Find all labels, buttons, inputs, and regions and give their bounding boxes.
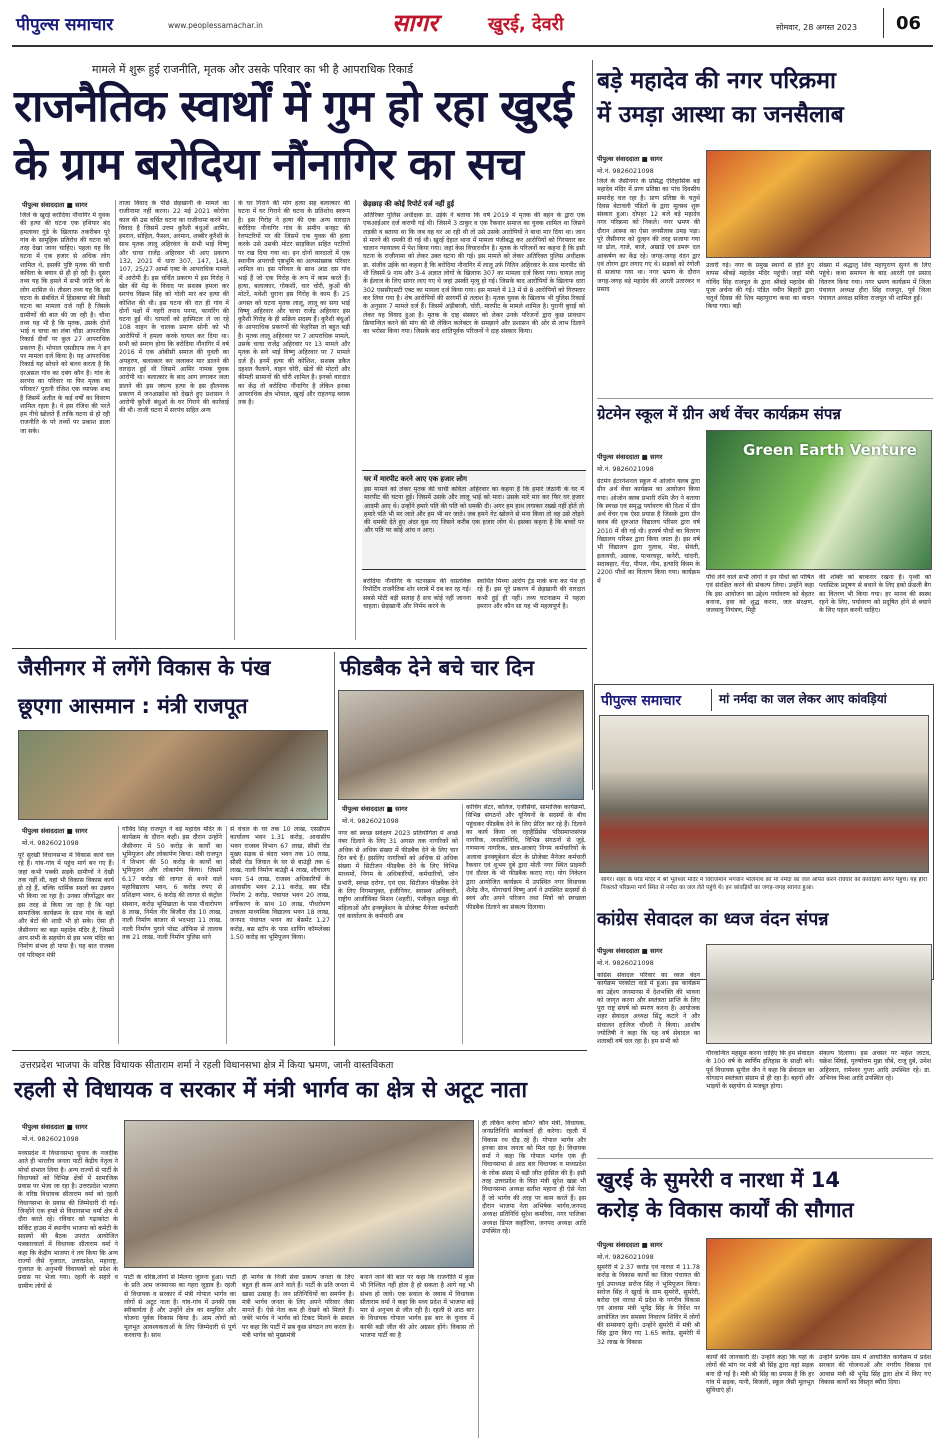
lead-column-2: ताजा विवाद के पीछे छेड़खानी के मामले का राजीनामा नहीं करना। 22 मई 2021 कोरोना काल की उस चर्चित घटना का राजीनामा करने का विवाद है जिसमें उत्तम कुरैशी बंधुओं आमिर, इमरान, सोहिल, फैसल, अरमान, शब्बीर कुरैशी के साथ मृतक लालू अहिरवार के सभी भाई विष्णु और चाचा राजेंद्र अहिरवार भी आए प्रकरण 132, 2021 में धारा 307, 147, 148, 107, 25/27 आर्म्स एक्ट के आपराधिक मामले में आरोपी हैं। इस चर्चित प्रकरण में इस गिरोह ने खेत की मेढ़ के विवाद पर सशस्त्र हमला कर सरपंच विक्रम सिंह को गोली मार कर हत्या की कोशिश की थी। इस घटना की रात ही गांव में दोनों पक्षों में गहरी तनाव पनपा, फायरिंग की घटना हुई थी। घायलों को हास्पिटल ले जा रहे 108 वाहन के चालक प्रमाण सोनी को भी आरोपियों ने हमला करके घायल कर दिया था। सभी को स्मरण होगा कि बरोदिया नौंनागिर में वर्ष 2016 में एक ओबीसी समाज की युवती का अपहरण, बलात्कार कर जलाकर मार डालने की वारदात हुई थी जिसमें आमिर नामक युवक आरोपी था। बलात्कार के बाद आग लगाकर जला डालने की इस जघन्य हत्या के इस हौलनाक प्रकरण में जनआक्रोश को देखते हुए प्रशासन ने आरोपी कुरैशी बंधुओं के घर गिराने की कार्रवाई की थी। ताजी घटना में सरपंच सहित अन्य — [119, 200, 229, 415]
congress-text: कांग्रेस सेवादल परिवार का ध्वज वंदन कार्यक्रम परकोटा वार्ड में हुआ। इस कार्यक्रम का उद्देश्य जनमानस में देशभक्ति की भावना को जागृत करना और स्वतंत्रता प्राप्ति के लिए पूरा राष्ट्र संघर्ष को स्मरण करना है। आयोजक शहर सेवादल अध्यक्ष सिंटू कटारे ने और संचालन हाजिज चौधरी ने किया। आशीष ज्योतिषी ने कहा कि यह वर्ष सेवादल का शताब्दी वर्ष चल रहा है। हम सभी को — [597, 972, 700, 1046]
section-places: खुरई, देवरी — [488, 14, 564, 35]
page-number: 06 — [896, 13, 922, 34]
congress-headline: कांग्रेस सेवादल का ध्वज वंदन संपन्न — [597, 909, 829, 930]
sumreri-text-2: कार्यों की जानकारी दी। उन्होंने कहा कि यहां के लोगों की मांग पर मंत्री श्री सिंह द्वारा यहां सड़क बना दी गई है। मंत्री श्री सिंह का प्रयास है कि हर गांव में सड़क, पानी, बिजली, स्कूल जैसी मूलभूत सुविधाएं हों। — [706, 1354, 814, 1395]
mahadev-text: जिले के जैसीनगर के प्रसिद्ध ऐतिहासिक बड़े महादेव मंदिर में प्राण प्रतिष्ठा का पांच दिवसीय समारोह चल रहा है। प्राण प्रतिष्ठा के चतुर्थ दिवस बेटावली पंडितों के द्वारा मूलस्थ शुरू संस्कार हुआ। दोपहर 12 बजे बड़े महादेव नगर परिक्रमा को निकले। नगर भ्रमण की दौरान आस्था का ऐसा जनसैलाब उमड़ पड़ा। पूरे जैसीनगर को दुल्हन की तरह सजाया गया था ढोल, गाजे, बाजे, अखाड़े एवं डमरू दल आकर्षण का केंद्र रहे। जगह-जगह वंदन द्वार एवं तोरण द्वार लगाए गए थे। सड़कों को रंगोली से सजाया गया था। नगर भ्रमण के दौरान जगह-जगह बड़े महादेव की आरती उतारकर व प्रसाद — [597, 178, 700, 293]
lead-box2-title: घर में मारपीट करने आए एक हजार लोग — [364, 475, 467, 483]
congress-byline: पीपुल्स संवाददाता ■ सागर — [597, 947, 663, 955]
jaisinagar-headline-line1: जैसीनगर में लगेंगे विकास के पंख — [18, 656, 271, 680]
rehli-mobile: मो.नं. 9826021098 — [22, 1135, 79, 1143]
kanwar-photo — [599, 715, 929, 873]
section-title: सागर — [392, 9, 438, 37]
mahadev-text-3: संख्या में श्रद्धालु शिव महापुराण सुनने के लिए पहुंचे। कथा समापन के बाद आरती एवं प्रसाद वितरण किया गया। नगर भ्रमण कार्यक्रम में जिला पंचायत अध्यक्ष हीरा सिंह राजपूत, पूर्व जिला पंचायत अध्यक्ष सविता राजपूत भी शामिल हुईं। — [819, 262, 931, 303]
congress-photo — [706, 944, 932, 1044]
website-link[interactable]: www.peoplessamachar.in — [168, 21, 263, 30]
rehli-headline: रहली से विधायक व सरकार में मंत्री भार्गव का क्षेत्र से अटूट नाता — [14, 1078, 528, 1103]
jaisinagar-photo — [18, 730, 328, 820]
sumreri-photo — [706, 1238, 932, 1350]
feedback-headline: फीडबैक देने बचे चार दिन — [340, 656, 534, 680]
kanwar-caption: सागर। शहर के परेड मंदिर में श्री भूतेश्वर मंदिर में विराजमान भगवान भोलेनाथ को मां नर्मदा का जल अर्पित करने रविवार को कांवड़िया सागर पहुंचे। यह हीरा निकलते परिक्रमा मार्ग स्थित से नर्मदा का जल लेते पहुंचे थे। इन कांवड़ियों का जगह-जगह स्वागत हुआ। — [601, 877, 927, 891]
greenman-headline: ग्रेटमेन स्कूल में ग्रीन अर्थ वेंचर कार्यक्रम संपन्न — [597, 405, 841, 423]
rehli-text: मध्यप्रदेश में विधानसभा चुनाव के नजदीक आते ही भारतीय जनता पार्टी केंद्रीय नेतृत्व ने मोर्चा संभाल लिया है। अन्य राज्यों से पार्टी के विधायकों को विभिन्न क्षेत्रों में सामाजिक प्रवास पर भेजा जा रहा है। उत्तरप्रदेश भाजपा के वरिष्ठ विधायक सीताराम वर्मा को रहली विधानसभा के प्रवास की जिम्मेदारी दी गई। जिन्होंने एक हफ्ते से विधानसभा वर्मा क्षेत्र में दौरा करते रहे। रविवार को गढ़ाकोटा के सर्किट हाउस में स्थानीय भाजपा को कमेटी के सदस्यों की बैठक उपरांत आयोजित पत्रकारवार्ता में विधायक सीताराम वर्मा ने कहा कि केंद्रीय भाजपा ने तय किया कि अन्य राज्यों जैसे गुजरात, उत्तरप्रदेश, महाराष्ट्र, गुजरात के अनुभवी विधायकों को प्रदेश के प्रवास पर भेजा गया। रहली के सहारे व ग्रामीण लोगों से — [18, 1150, 118, 1290]
sumreri-text-3: उन्होंने प्रत्येक ग्राम में आयोजित कार्यक्रम में प्रदेश सरकार की योजनाओं और नगरीय विकास एवं आवास मंत्री श्री भूपेंद्र सिंह द्वारा क्षेत्र में किए गए विकास कार्यों का विस्तृत ब्यौरा दिया। — [819, 1354, 931, 1386]
lead-box2-text: इस मामले को लेकर मृतक की चाची कविता अहिरवार का कहना है कि हमारे जेठानी के घर में मारपीट की घटना हुई। जिसमें उसके और लालू भाई को मारा। उसके मारे मार कर फिर घर हजार आदमी आए थे। उन्होंने हमारे पति की पति को धमकी दी। अगर हम हाथ लगाकर रख्खे नहीं होते तो हमारे पति भी मर जाते और हम भी मर जाते। जब हमने गेट खोलने से मना किया तो वह उसे तोड़ने की धमकी देते हुए अंदर घुस गए जिसने करीब एक हजार लोग थे। इसका कहना है कि बच्चों पर और पति पर कोई आंच न आए। — [364, 486, 584, 535]
mahadev-mobile: मो.नं. 9826021098 — [597, 167, 654, 175]
greenman-text-3: की शक्ति को बरकरार रखना है। पृथ्वी को प्लास्टिक प्रदूषण से बचाने के लिए इको फ्रेंडली बैग का वितरण भी किया गया। हर मानव की स्वस्थ रहने के लिए, पर्यावरण को प्रदूषित होने से बचाने के लिए पहल करनी चाहिए। — [819, 574, 931, 615]
greenman-text-2: पौधे लेने वाले सभी लोगों ने इन पौधों को पोषित एवं संरक्षित करने की संकल्प लिया। उन्होंने कहा कि इस आयोजन का उद्देश्य पर्यावरण को बेहतर बनाना, हवा को शुद्ध करना, जल संरक्षण, जलवायु नियंत्रण, मिट्टी — [706, 574, 814, 615]
mahadev-text-2: उतारी गई। नगर के प्रमुख स्थानों से होते हुए वापस श्रीबड़े महादेव मंदिर पहुंची। जहां मंत्री गोविंद सिंह राजपूत के द्वारा श्रीबड़े महादेव की पूजा अर्चना की गई। पंडित नवीन बिहारी द्वारा चतुर्थ दिवस की शिव महापुराण कथा का वाचन किया गया। बड़ी — [706, 262, 814, 311]
congress-text-2: गौरवान्वित महसूस करना चाहिए कि हम सेवादल के 100 वर्ष के स्वर्णिम इतिहास के साक्षी बने। पूर्व विधायक सुनील जैन ने कहा कि सेवादल का योगदान स्वतंत्रता संग्राम से ही रहा है। बहनों और भाइयों के सहयोग से मजबूत होगा। — [706, 1050, 814, 1091]
mahadev-headline-line1: बड़े महादेव की नगर परिक्रमा — [597, 68, 836, 94]
congress-text-3: संकल्प दिलाया। इस अवसर पर महेश जाटव, चक्रेश सिंघई, पुरुषोत्तम मुन्ना चौबे, राजू दुबे, उमेश अहिरवार, रामेश्वर गुप्ता आदि उपस्थित रहे। डा. अभिनव मिश्रा आदि उपस्थित रहे। — [819, 1050, 931, 1082]
congress-mobile: मो.नं. 9826021098 — [597, 959, 654, 967]
sumreri-byline: पीपुल्स संवाददाता ■ सागर — [597, 1241, 663, 1249]
mahadev-photo — [706, 150, 931, 258]
kanwar-brand: पीपुल्स समाचार — [601, 693, 682, 709]
rehli-text-4: बनाने जाने की बात पर कहा कि राजनीति में कुछ भी निश्चित नहीं होता है हो सकता है आगे यह भी संभव हो जाये। एक सवाल के जवाब में विधायक सीताराम वर्मा ने कहा कि मध्य प्रदेश में भाजपा बड़े मार से अनुभव से जीत रही है। रहली से आठ बार के विधायक गोपाल भार्गव इस बार के चुनाव में काफी बड़ी जीत की ओर अग्रसर होंगे। विकास तो भाजपा पार्टी का है — [360, 1274, 474, 1340]
masthead — [0, 0, 945, 44]
lead-box2 — [362, 470, 586, 570]
lead-column-5: बरोदिया नौंनागिर के घटनाक्रम की वास्तविक रिपोर्टिंग राजनैतिक शोर शराबे में दब कर रह गई। सबसे मोटी बड़ी सलाह है सच कोई नहीं जानना चाहता। छेड़खानी और निर्मम करने के — [363, 578, 471, 610]
sumreri-headline-line2: करोड़ के विकास कार्यों की सौगात — [597, 1198, 854, 1222]
lead-column-3: के घर गिराने की मांग हत्या सह बलात्कार की घटना में घर गिराने की घटना के प्रतिशोध स्वरूप है। इस गिरोह ने हत्या की एक अन्य वारदात बरोदिया नौनागिर गांव के समीप बनहट की रेलपटरियों पर की जिसमें एक युवक की हत्या करके उसे उसकी मोटर साइकिल सहित पटरियों पर रख दिया गया था। इन दोनों वारदातों में एक स्थानीय अपराधी पृष्ठभूमि का अल्पसंख्यक परिवार शामिल था। इस परिवार के साथ आठ दस गांव भाई हैं जो एक गिरोह के रूप में काम करते हैं। हत्या, बलात्कार, गोकशी, चार चोरी, कुओं की मोटरें, मवेशी चुराना इस गिरोह के काम हैं। 25 अगस्त को घटना मृतक लालू, लालू का सगा भाई विष्णु अहिरवार और चाचा राजेंद्र अहिरवार इस कुरैशी गिरोह के ही सक्रिय सदस्य हैं। कुरैशी बंधुओं के आपराधिक प्रकरणों की फेहरिस्त तो बहुत बड़ी है। मृतक लालू अहिरवार पर 7 आपराधिक मामले, उसके चाचा राजेंद्र अहिरवार पर 13 मामले और मृतक के सगे भाई विष्णु अहिरवार पर 7 मामले दर्ज हैं। इनमें हत्या की कोशिश, सशस्त्र डकैत दहशत फैलाने, वाहन चोरी, खेतों की मोटरों और कीमती सामानों की चोरी शामिल है। इनको वारदात का केंद्र तो बरोदिया नौंनागिर है लेकिन इनका आपराधिक क्षेत्र भोपाल, खुरई और राहतगढ़ ब्लाक तक है। — [238, 200, 350, 407]
lead-column-6: स्वार्थित मिथ्या आरोप ट्रेंड मार्क बना कर पेश हो रहे हैं। इस पूरे प्रकरण में छेड़खानी की वारदात कभी हुई ही नहीं। तथ्य घटनाक्रम में पहला इमरान और कौन सा यह भी महत्वपूर्ण है। — [477, 578, 585, 610]
jaisinagar-text-2: गोविंद सिंह राजपूत ने बड़े महादेव मंदिर के कार्यक्रम के दौरान कही। इस दौरान उन्होंने जैसीनगर में 50 करोड़ के कार्यों का भूमिपूजन और लोकार्पण किया। मंत्री राजपूत ने विभाग की 50 करोड़ के कार्यों का भूमिपूजन और लोकार्पण किया। जिसमें 6.17 करोड़ की लागत से बनने वाले महाविद्यालय भवन, 6 करोड़ रुपए से प्रशिक्षण भवन, 6 करोड़ की लागत से कंट्रोल संस्थान, करोड़ भूमिखाता के पास पौधारोपण 8 लाख, निर्मल नीर बिजौरा रोड 10 लाख, नाली निर्माण बाजार से भदभदा 11 लाख, नाली निर्माण पुराने पोस्ट ऑफिस से तालाब तक 21 लाख, नाली निर्माण पुलिस थाने — [122, 826, 222, 941]
mahadev-byline: पीपुल्स संवाददाता ■ सागर — [597, 155, 663, 163]
rehli-text-5: ही लेकिन करेगा कौन? कौन मंत्री, विधायक, जनप्रतिनिधि कार्यकर्ता ही करेगा। रहली में विकास रथ दौड़ रहे हैं। गोपाल भार्गव और इनका साथ जनता को मिल रहा है। विधायक वर्मा ने कहा कि गोपाल भार्गव एक ही विधानसभा से आठ बार विधायक व मध्यप्रदेश के लोक संसद में बड़ी जीत हासिल की है। इसी तरह उत्तरप्रदेश के विदा मंत्री सुरेश खन्ना भी विधानसभा अध्यक्ष सतीश महाना ही ऐसे नेता हैं जो भार्गव की तरह पर काम करते हैं। इस दौरान भाजपा नेता अभिषेक भार्गव,जनपद अध्यक्ष प्रतिनिधि सुरेश कमरिया, नगर पालिका अध्यक्ष डिंपल कहाॅरिया, जनपद अध्यक्ष आदि उपस्थित रहे। — [482, 1120, 586, 1235]
kanwar-box — [594, 684, 934, 980]
lead-column-1: जिले के खुरई बरोदिया नौंनागिर में युवक की हत्या की घटना एक हथियार बंद हमलावर गुंडे के खिलाफ तकरीबन पूरे गांव के सामूहिक प्रतिरोध की घटना को तरह देखा जाना चाहिए। पहला यह कि घटना में एक हजार से अधिक लोग शामिल थे, इसकी पुष्टि मृतक की चाची कविता के बयान से ही हो रही है। दूसरा तथ्य यह कि हमले में सभी जाति वर्ग के लोग शामिल थे। तीसरा तथ्य यह कि इस घटना के संबंधित में हिंडाबाघा की किसी घटना का मामला दर्ज नहीं है जिसके ग्रामीणों की बात की जा रही है। चौथा तथ्य यह भी है कि मृतक, उसके दोनों भाई व चाचा का लंबा चौड़ा आपराधिक रिकार्ड दीवाँ पर कुल 27 आपराधिक प्रकरण हैं। भोपाल एसडीएफ तक ने इन पर मामला दर्ज किया है। यह आपराधिक रिकार्ड यह सोचने को बाध्य करता है कि दरअसल गांव का दबंग कौन है। गांव के सरपंच का परिवार या फिर मृतक का परिवार? पुरानी रंजिश एक व्यापक शब्द है जिसमें अतीत के कई वर्षों का विवरण शामिल रहता है। ये इस रंजिश की परतें हम नीचे खोलते हैं ताकि घटना से हो रही राजनीति के परे तथ्यों पर प्रकाश डाला जा सके। — [20, 212, 110, 435]
rehli-byline: पीपुल्स संवाददाता ■ सागर — [22, 1123, 88, 1131]
mahadev-headline-line2: में उमड़ा आस्था का जनसैलाब — [597, 102, 844, 128]
lead-byline: पीपुल्स संवाददाता ■ सागर — [22, 201, 88, 209]
rehli-photo — [124, 1120, 474, 1268]
jaisinagar-byline: पीपुल्स संवाददाता ■ सागर — [22, 827, 88, 835]
greenman-byline: पीपुल्स संवाददाता ■ सागर — [597, 453, 663, 461]
lead-headline-line2: के ग्राम बरोदिया नौंनागिर का सच — [14, 139, 523, 190]
lead-box1-text: अतिरिक्त पुलिस अधीक्षक डा. उईके ने बताया कि वर्ष 2019 में मृतक की बहन के द्वारा एक एफआईआर दर्ज करायी गई थी। जिसमें 3 ठाकुर व एक रैकवार समाज का युवक शामिल था जिसने लड़की व बताया था कि जब वह घर आ रही थी तो उसे उसके आरोपियों ने बाधा मार दिया था। जान से मारने की धमकी दी गई थी। खुरई देहात थाना में मामला पंजीबद्ध कर आरोपियों को गिरफ्तार कर चालान न्यायालय में पेश किया गया। जहां केस विचाराधीन है। मृतक के परिजनों का कहना है कि इसी घटना के राजीनामा को लेकर उक्त घटना की गई। इस मामले को लेकर अतिरिक्त पुलिस अधीक्षक डा. संजीव उईके का कहना है कि बरोदिया नौनागिर में लालू उर्फ नितिन अहिरवार के साथ मारपीट की थी जिसमें 9 नाम और 3-4 अज्ञात लोगों के खिलाफ 307 का मामला दर्ज किया गया। घायल लालू के ईलाज के लिए सागर लाए गए थे जहां उसकी मृत्यु हो गई। जिसके बाद आरोपियों के खिलाफ धारा 302 एससीएसटी एक्ट का मामला दर्ज किया गया। इस मामले में 13 में से 8 आरोपियों को गिरफ्तार कर लिया गया है। शेष आरोपियों की सरगर्मी से तलाश है। मृतक युवक के खिलाफ भी पुलिस रिकार्ड के अनुसार 7 मामले दर्ज हैं। जिसमें अड़ीबाजी, चोरी, मारपीट के मामले शामिल है। पुरानी बुराई को लेकर यह विवाद हुआ है। मृतक के दाह संस्कार को लेकर उनके परिजनों द्वारा कुछ प्रावधान क्रियान्वित करने की मांग की थी लेकिन कलेक्टर के समझाने और प्रशासन की ओर से लाभ दिलाने का भरोसा किया गया। जिसके बाद शांतिपूर्वक परिजनों ने दाह संस्कार किया। — [363, 212, 585, 336]
kanwar-headline: मां नर्मदा का जल लेकर आए कांवड़ियां — [719, 692, 887, 706]
greenman-text: ग्रेटमेन इंटरनेशनल स्कूल में ओजोन क्लब द्वारा ग्रीन अर्थ वेंचर कार्यक्रम का आयोजन किया गया। ओजोन क्लब प्रभारी रश्मि जैन ने बताया कि स्वच्छ एवं समृद्ध पर्यावरण की दिशा में ग्रीन अर्थ वेंचर एक ऐसा प्रयास है जिसके द्वारा ग्रीन क्लब की शुरुआत विद्यालय परिसर द्वारा वर्ष 2010 में की गई थी। हरवर्ष पौधों का वितरण विद्यालय परिसर द्वारा किया जाता है। इस वर्ष भी विद्यालय द्वारा गुलाब, मेंदा, सेवंती, इलायची, अडरक, पत्थरचट्टा, कनेरी, चांदनी, सदाबहार, गेंदा, पीपल, नीम, इत्यादि किस्म के 2200 पौधों का वितरण किया गया। कार्यक्रम में — [597, 478, 700, 585]
rehli-text-2: पार्टी के वरिष्ठ,लोगों से मिलना जुलना हुआ। पार्टी के प्रति आम जनमानस का गहरा जुड़ाव है। रहली से विधायक व सरकार में मंत्री गोपाल भार्गव का लोगों से अटूट नाता है। गांव-गांव में उनकी एक स्वीकार्यता है और उन्होंने क्षेत्र का समुचित और योजना पूर्वक विकास किया है। आम लोगों को मूलभूत आवश्यकताओं के लिए जिम्मेदारी से पूर्ण करवाया है। साथ — [124, 1274, 236, 1340]
greenman-photo-banner: Green Earth Venture — [743, 441, 917, 459]
issue-date: सोमवार, 28 अगस्त 2023 — [776, 23, 858, 32]
feedback-text-2: कोचिंग सेंटर, कॉलेज, एजेंसियों, सामाजिक कार्यक्रमों, विभिन्न संगठनों और यूनियनों के सदस्यों के बीच पहुंचकर फीडबैक देने के लिए प्रेरित कर रहे हैं। दिलाने का कार्य किया जा रहाहैप्रिंसेस परिसमाप्तसंपन्न नागरिक, जनप्रतिनिधि, विभिन्न संगठनों से जुड़े, गणमान्य नागरिक, छात्र-छात्राएं निगम कर्मचारियों के अलावा इनक्यूबेशन सेंटर के प्रोजेक्ट मैनेजर कर्मचारी रैकवार एवं शुभम दुबे द्वारा मोती नगर स्थित प्राइमरी एवं दौलत के भी फीडबैक कराए गए। योग निकेतन द्वारा आयोजित कार्यक्रम में उपस्थित नगर विधायक शैलेंद्र जैन, योगाचार्य विष्णु आर्य ने उपस्थित सदस्यों से स्वयं और अपने परिजन तथा मित्रों को स्वच्छता फीडबैक दिलाने का संकल्प दिलाया। — [466, 804, 586, 911]
jaisinagar-mobile: मो.नं. 9826021098 — [22, 839, 79, 847]
lead-headline-line1: राजनैतिक स्वार्थों में गुम हो रहा खुरई — [14, 81, 573, 132]
sumreri-mobile: मो.नं. 9826021098 — [597, 1253, 654, 1261]
greenman-mobile: मो.नं. 9826021098 — [597, 465, 654, 473]
feedback-mobile: मो.नं. 9826021098 — [342, 817, 399, 825]
feedback-text: नगर को स्वच्छ सर्वेक्षण 2023 प्रतियोगिता में अच्छे नंबर दिलाने के लिए 31 अगस्त तक नागरिकों को अधिक से अधिक संख्या में फीडबैक देने के लिए चार दिन बचे हैं। इसलिए नागरिकों को अधिक से अधिक संख्या में सिटीजन फीडबैक देने के लिए विभिन्न माध्यमों, निगम के अधिकारियों, कर्मचारियों, जोन प्रभारी, स्वच्छ दरोगा, एवं एस. सिटीजन फीडबैक देने के लिए निगमायुक्त, इंजीनियर, स्वास्थ्य अधिकारी, राष्ट्रीय आजीविका मिशन (शहरी), पंजीकृत समूह की महिलाओं और इन्क्यूबेशन के प्रोजेक्ट मैनेजर कर्मचारी एवं कार्यालय के कर्मचारी अब — [338, 830, 458, 920]
feedback-byline: पीपुल्स संवाददाता ■ सागर — [342, 805, 408, 813]
jaisinagar-headline-line2: छूएगा आसमान : मंत्री राजपूत — [18, 694, 248, 718]
rehli-text-3: ही भार्गव के निजी सेवा प्रकल्प जनता के लिए बहुत ही काम आने वाले हैं। पार्टी के प्रति जनता में खासा उत्साह है। जन प्रतिनिधियों का समर्पण है। मंत्री भार्गव जनता के लिए अपने परिवार जैसा मानते हैं। ऐसे नेता कम ही देखने को मिलते हैं। जबेरे भार्गव ने भार्गव को टिकट मिलने के सवाल पर कहा कि पार्टी में सब कुछ संगठन तय करता है। मंत्री भार्गव को मुख्यमंत्री — [242, 1274, 354, 1340]
jaisinagar-text: पूरे सुरखी विधानसभा में विकास कार्य चल रहे हैं। गांव-गांव में पहुंच मार्ग बन गए हैं। जहां कभी पक्की सड़कें ग्रामीणों ने देखी तक नहीं थी, वहां भी विकास विकास कार्य हो रहे हैं, बल्कि धार्मिक स्थलों का उन्नयन भी किया जा रहा है। उनका जीर्णोद्धार कर इस तरह से किया जा रहा है कि यहां सामाजिक कार्यक्रम के साथ गांव के बड़ों और बेटों की शादी भी हो सके। ऐसा ही जैसीनगर का बड़ा महादेव मंदिर है, जिसमें आप सभी के सहयोग से इस भव्य मंदिर का निर्माण संभव हो पाया है। यह बात राजस्व एवं परिवहन मंत्री — [18, 852, 114, 959]
jaisinagar-text-3: से चंचल के घर तक 10 लाख, एसडीएम कार्यालय भवन 1.31 करोड़, आवासीय भवन राजस्व विभाग 67 लाख, सीसी रोड मुख्य सड़क से बंदरा भवन तक 10 लाख, सीसी रोड जिवात के घर से बाउंड्री तक 6 लाख, नाली निर्माण बाउंड्री 4 लाख, शौचालय भवन 54 लाख, राजस्व अधिकारियों के आवासीय भवन 2.11 करोड़, बस स्टैंड निर्माण 2 करोड़, पंचायत भवन 20 लाख, वर्गीकरण के साथ 10 लाख, पौधरोपण उच्चतर माध्यमिक विद्यालय भवन 18 लाख, जनपद पंचायत भवन का बेसमेंट 1.27 करोड़, बस स्टॉप के पास शापिंग कॉम्प्लेक्स 1.50 करोड़ का भूमिपूजन किया। — [230, 826, 330, 941]
lead-kicker: मामले में शुरू हुई राजनीति, मृतक और उसके परिवार का भी है आपराधिक रिकार्ड — [92, 63, 414, 76]
masthead-rule — [12, 45, 933, 47]
feedback-photo — [338, 690, 584, 800]
greenman-photo — [706, 430, 932, 570]
rehli-kicker: उत्तरप्रदेश भाजपा के वरिष्ठ विधायक सीताराम शर्मा ने रहली विधानसभा क्षेत्र में किया भ्रमण, जानी वास्तविकता — [20, 1060, 394, 1071]
sumreri-headline-line1: खुरई के सुमरेरी व नारधा में 14 — [597, 1168, 840, 1192]
brand-logo: पीपुल्स समाचार — [16, 15, 114, 35]
sumreri-text: सुमरेरी में 2.37 करोड़ एवं नारधा में 11.78 करोड़ के विकास कार्यों का जिला पंचायत की पूर्व उपाध्यक्ष सरोज सिंह ने भूमिपूजन किया। सरोज सिंह ने खुरई के ग्राम सुमरेरी, सुमरेरी, बरोदा एवं नारधा में प्रदेश के नगरीय विकास एवं आवास मंत्री भूपेंद्र सिंह के निर्देश पर आयोजित जन समस्या निवारण शिविर में लोगों की समस्याएं सुनी। उन्होंने सुमरेरी में मंत्री श्री सिंह द्वारा किए गए 1.65 करोड़, सुमरेरी में 32 लाख के विकास — [597, 1264, 700, 1346]
lead-box1-title: छेड़छाड़ की कोई रिपोर्ट दर्ज नहीं हुई — [363, 200, 455, 208]
